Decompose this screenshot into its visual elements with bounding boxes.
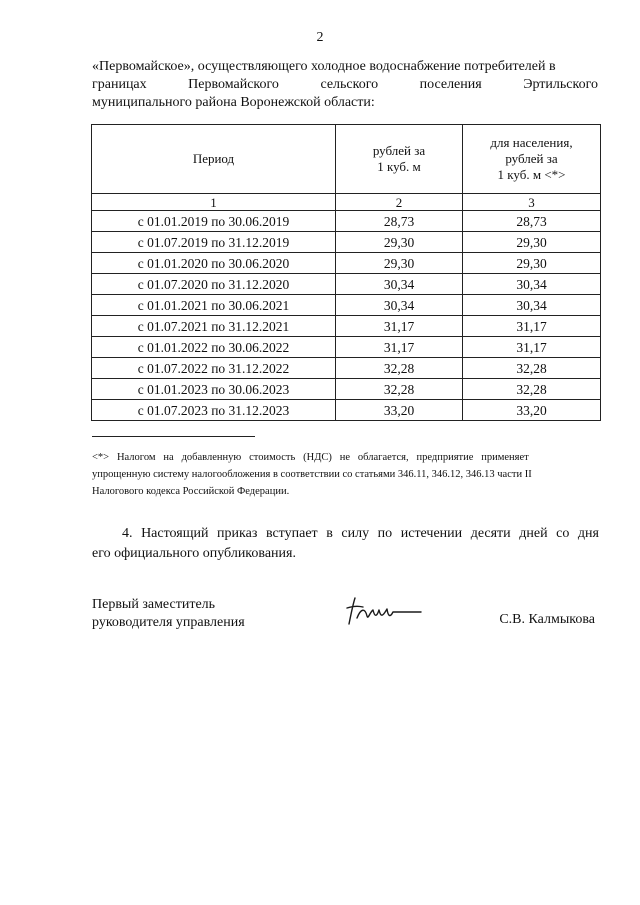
column-number-row: [92, 194, 601, 211]
intro-line: «Первомайское», осуществляющего холодное водоснабжение потребителей в: [92, 59, 556, 74]
table-row: [92, 232, 601, 253]
population-price-cell: 29,30: [463, 232, 601, 253]
intro-word: поселения: [419, 77, 482, 92]
header-period: [92, 125, 336, 194]
intro-paragraph: [92, 58, 598, 112]
intro-line-justified: [92, 76, 598, 94]
footnote-line: упрощенную систему налогообложения в соответствии со статьями 346.11, 346.12, 346.13 части II: [92, 469, 532, 480]
signer-title-line: руководителя управления: [92, 615, 245, 630]
intro-line: муниципального района Воронежской области:: [92, 95, 375, 110]
period-cell: с 01.07.2020 по 31.12.2020: [92, 274, 336, 295]
signer-title: [92, 596, 245, 632]
header-population-line: 1 куб. м <*>: [497, 167, 566, 182]
footnote-line: <*> Налогом на добавленную стоимость (НДС) не облагается, предприятие применяет: [92, 452, 529, 463]
footnote: [92, 449, 600, 500]
column-number: 1: [92, 194, 336, 211]
price-cell: 32,28: [336, 379, 463, 400]
table-header-row: [92, 125, 601, 194]
period-cell: с 01.07.2022 по 31.12.2022: [92, 358, 336, 379]
population-price-cell: 30,34: [463, 295, 601, 316]
table-row: [92, 358, 601, 379]
population-price-cell: 29,30: [463, 253, 601, 274]
population-price-cell: 31,17: [463, 316, 601, 337]
period-cell: с 01.07.2021 по 31.12.2021: [92, 316, 336, 337]
price-cell: 30,34: [336, 274, 463, 295]
price-cell: 31,17: [336, 337, 463, 358]
price-cell: 28,73: [336, 211, 463, 232]
period-cell: с 01.01.2023 по 30.06.2023: [92, 379, 336, 400]
population-price-cell: 33,20: [463, 400, 601, 421]
column-number: 3: [463, 194, 601, 211]
clause-word: вступает: [265, 526, 318, 541]
intro-word: сельского: [320, 77, 379, 92]
intro-word: границах: [92, 77, 147, 92]
header-population-line: рублей за: [505, 151, 558, 166]
clause-line-justified: [92, 524, 599, 544]
period-cell: с 01.01.2020 по 30.06.2020: [92, 253, 336, 274]
handwritten-signature: [343, 594, 423, 630]
period-cell: с 01.07.2019 по 31.12.2019: [92, 232, 336, 253]
population-price-cell: 28,73: [463, 211, 601, 232]
population-price-cell: 32,28: [463, 358, 601, 379]
clause-word: в: [326, 526, 333, 541]
period-cell: с 01.01.2021 по 30.06.2021: [92, 295, 336, 316]
clause-word: Настоящий: [141, 526, 209, 541]
clause-word: дней: [519, 526, 548, 541]
table-row: [92, 295, 601, 316]
table-row: [92, 400, 601, 421]
header-period-label: Период: [192, 151, 235, 166]
table-row: [92, 211, 601, 232]
table-row: [92, 316, 601, 337]
price-cell: 30,34: [336, 295, 463, 316]
clause-4: [92, 524, 599, 564]
clause-word: со: [556, 526, 570, 541]
clause-word: десяти: [470, 526, 511, 541]
price-cell: 31,17: [336, 316, 463, 337]
period-cell: с 01.01.2019 по 30.06.2019: [92, 211, 336, 232]
clause-word: 4.: [122, 526, 133, 541]
population-price-cell: 32,28: [463, 379, 601, 400]
intro-word: Первомайского: [188, 77, 279, 92]
header-price-line: 1 куб. м: [377, 159, 421, 174]
table-row: [92, 253, 601, 274]
clause-line: его официального опубликования.: [92, 546, 296, 561]
intro-word: Эртильского: [523, 77, 598, 92]
signer-title-line: Первый заместитель: [92, 597, 216, 612]
clause-word: силу: [341, 526, 370, 541]
footnote-line: Налогового кодекса Российской Федерации.: [92, 486, 290, 497]
header-population: [463, 125, 601, 194]
table-row: [92, 379, 601, 400]
period-cell: с 01.01.2022 по 30.06.2022: [92, 337, 336, 358]
clause-word: истечении: [400, 526, 463, 541]
page-number: 2: [316, 30, 324, 45]
period-cell: с 01.07.2023 по 31.12.2023: [92, 400, 336, 421]
price-cell: 33,20: [336, 400, 463, 421]
population-price-cell: 30,34: [463, 274, 601, 295]
clause-word: приказ: [217, 526, 258, 541]
signer-name: С.В. Калмыкова: [499, 612, 595, 627]
table-row: [92, 274, 601, 295]
header-price-line: рублей за: [372, 143, 426, 158]
header-price: [336, 125, 463, 194]
column-number: 2: [336, 194, 463, 211]
footnote-divider: [92, 436, 255, 437]
clause-word: дня: [577, 526, 599, 541]
table-row: [92, 337, 601, 358]
population-price-cell: 31,17: [463, 337, 601, 358]
price-cell: 29,30: [336, 232, 463, 253]
clause-word: по: [377, 526, 393, 541]
tariff-table: [91, 124, 601, 421]
header-population-line: для населения,: [490, 135, 573, 150]
price-cell: 32,28: [336, 358, 463, 379]
price-cell: 29,30: [336, 253, 463, 274]
